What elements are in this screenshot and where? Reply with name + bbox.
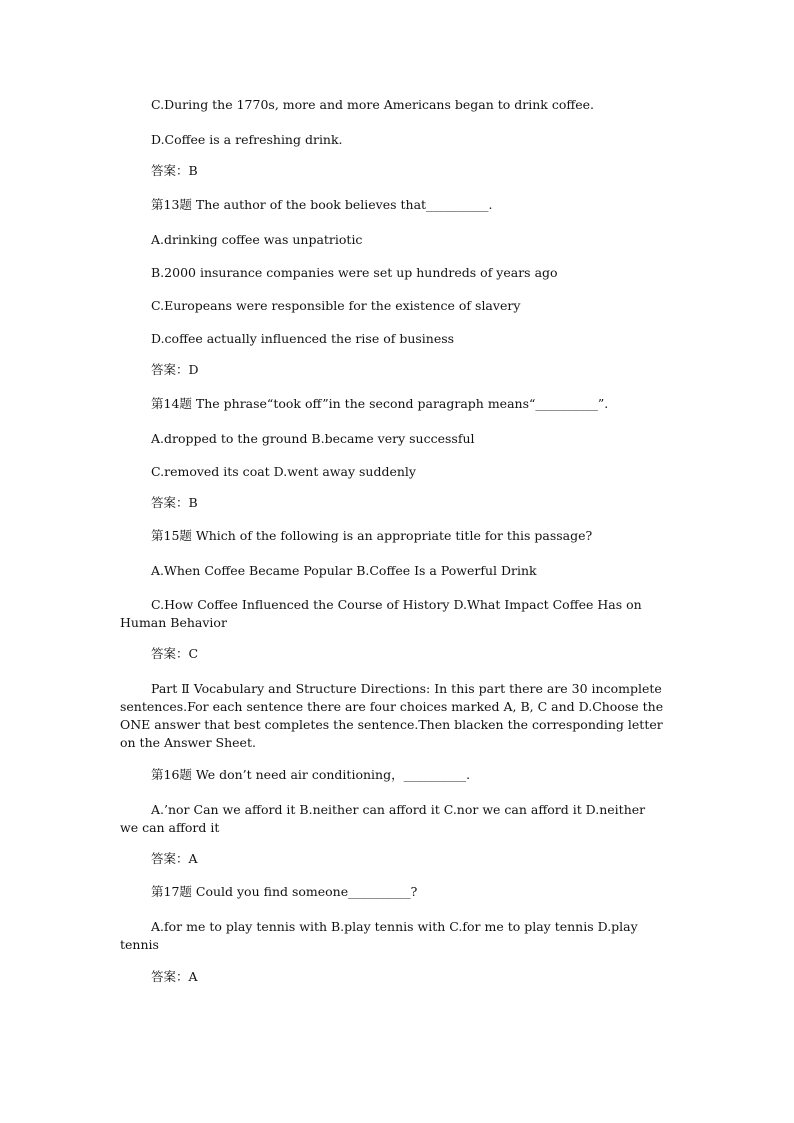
q17-answer: 答案：A [151, 969, 198, 984]
q15-options-ab: A.When Coffee Became Popular B.Coffee Is a Powerful Drink [151, 563, 537, 578]
q12-option-d: D.Coffee is a refreshing drink. [151, 132, 343, 147]
q14-answer: 答案：B [151, 495, 198, 510]
q12-answer: 答案：B [151, 163, 198, 178]
q15-answer: 答案：C [151, 646, 199, 661]
q15-question: 第15题 Which of the following is an appropriate title for this passage? [151, 528, 593, 543]
part-ii-directions: Part Ⅱ Vocabulary and Structure Directions: In this part there are 30 incomplete sentences.For each sentence there are four choices marked A, B, C and D.Choose the ONE answer that best completes the sentence.Then blacken the corresponding letter on the Answer Sheet. [120, 681, 668, 750]
q17-options: A.for me to play tennis with B.play tennis with C.for me to play tennis D.play tennis [120, 919, 642, 952]
q13-question: 第13题 The author of the book believes that__________. [151, 197, 493, 212]
q13-option-d: D.coffee actually influenced the rise of business [151, 331, 455, 346]
q17-question: 第17题 Could you find someone__________? [151, 884, 418, 899]
q14-question: 第14题 The phrase“took off”in the second paragraph means“__________”. [151, 396, 609, 411]
q16-question: 第16题 We don’t need air conditioning，__________. [151, 767, 471, 782]
q15-options-cd: C.How Coffee Influenced the Course of History D.What Impact Coffee Has on Human Behavior [120, 597, 646, 630]
q13-option-b: B.2000 insurance companies were set up hundreds of years ago [151, 265, 558, 280]
q14-options-ab: A.dropped to the ground B.became very successful [151, 431, 475, 446]
q12-option-c: C.During the 1770s, more and more Americans began to drink coffee. [151, 97, 594, 112]
q13-answer: 答案：D [151, 362, 199, 377]
q13-option-c: C.Europeans were responsible for the existence of slavery [151, 298, 521, 313]
q16-options: A.’nor Can we afford it B.neither can afford it C.nor we can afford it D.neither we can afford it [120, 802, 650, 835]
q16-answer: 答案：A [151, 851, 198, 866]
q13-option-a: A.drinking coffee was unpatriotic [151, 232, 363, 247]
q14-options-cd: C.removed its coat D.went away suddenly [151, 464, 416, 479]
